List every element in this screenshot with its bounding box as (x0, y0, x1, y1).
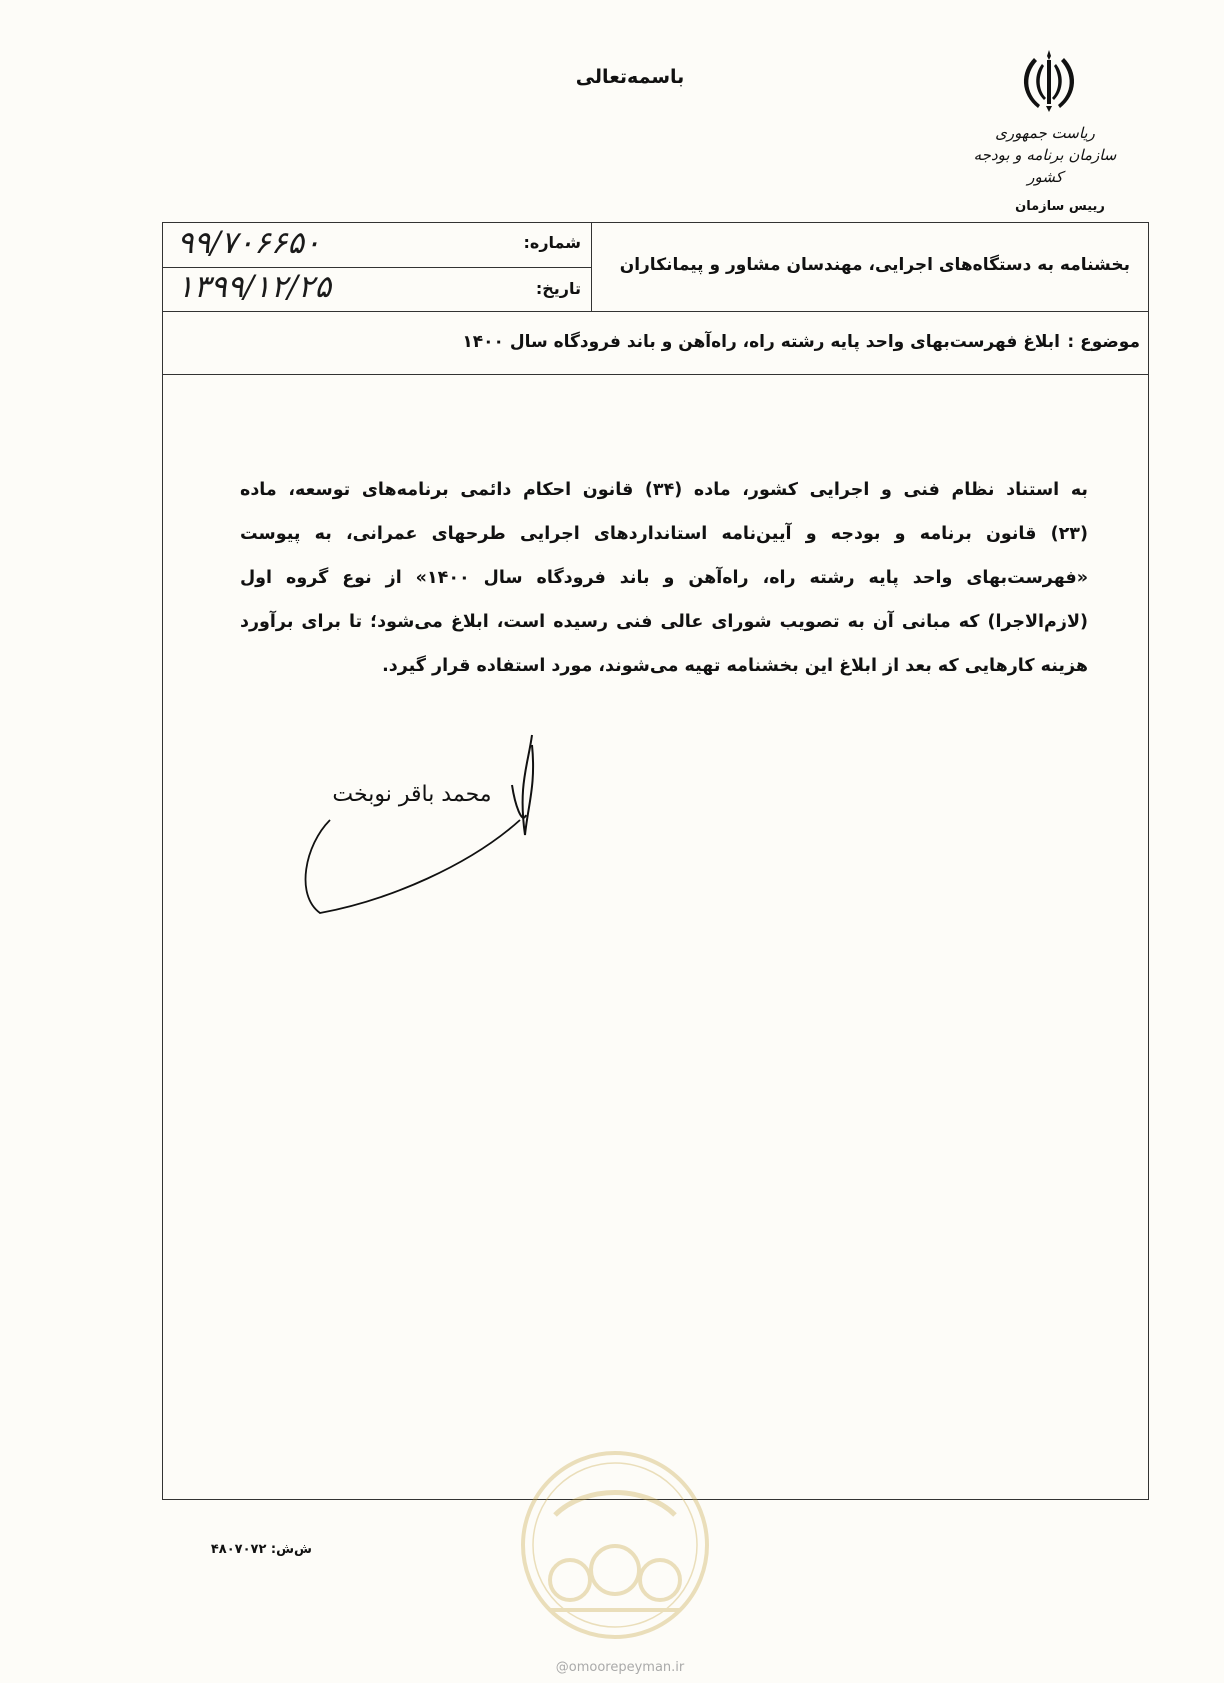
subject-label: موضوع : (1067, 332, 1140, 352)
signatory-name: محمد باقر نوبخت (332, 782, 492, 807)
letter-body (240, 468, 1088, 688)
org-line-budget-org: سازمان برنامه و بودجه کشور (973, 146, 1117, 186)
number-value: ۹۹/۷۰۶۶۵۰ (177, 225, 321, 261)
org-title: رییس سازمان (1015, 199, 1105, 214)
reference-cell (163, 223, 592, 311)
date-label: تاریخ: (535, 279, 581, 298)
body-line: به استناد نظام فنی و اجرایی کشور، ماده (۳۴) قانون احکام دائمی برنامه‌های توسعه، ماده (240, 480, 1088, 500)
website-watermark: @omoorepeyman.ir (555, 1660, 685, 1675)
iran-emblem-icon (1012, 46, 1086, 116)
body-line: (۲۳) قانون برنامه و بودجه و آیین‌نامه استانداردهای اجرایی طرحهای عمرانی، به پیوست (240, 524, 1088, 544)
bismillah-heading: باسمه‌تعالی (575, 66, 685, 88)
watermark-seal-icon (515, 1445, 715, 1645)
body-line: (لازم‌الاجرا) که مبانی آن به تصویب شورای عالی فنی رسیده است، ابلاغ می‌شود؛ تا برای برآورد (240, 612, 1088, 632)
org-line-presidency: ریاست جمهوری (995, 124, 1095, 142)
reference-divider (163, 267, 591, 268)
subject-text: ابلاغ فهرست‌بهای واحد پایه رشته راه، راه‌آهن و باند فرودگاه سال ۱۴۰۰ (462, 332, 1060, 352)
form-code: ش‌ش: ۴۸۰۷۰۷۲ (210, 1542, 312, 1557)
recipient-text: بخشنامه به دستگاه‌های اجرایی، مهندسان مشاور و پیمانکاران (619, 255, 1130, 275)
letter-header-row (163, 223, 1148, 312)
body-line: «فهرست‌بهای واحد پایه رشته راه، راه‌آهن و باند فرودگاه سال ۱۴۰۰» از نوع گروه اول (240, 568, 1089, 588)
recipient-cell (593, 223, 1148, 311)
handwritten-signature (300, 725, 550, 925)
body-line: هزینه کارهایی که بعد از ابلاغ این بخشنامه تهیه می‌شوند، مورد استفاده قرار گیرد. (382, 656, 1088, 676)
date-value: ۱۳۹۹/۱۲/۲۵ (177, 269, 332, 305)
subject-row (163, 312, 1148, 375)
organization-name (960, 122, 1130, 188)
number-label: شماره: (523, 233, 581, 252)
